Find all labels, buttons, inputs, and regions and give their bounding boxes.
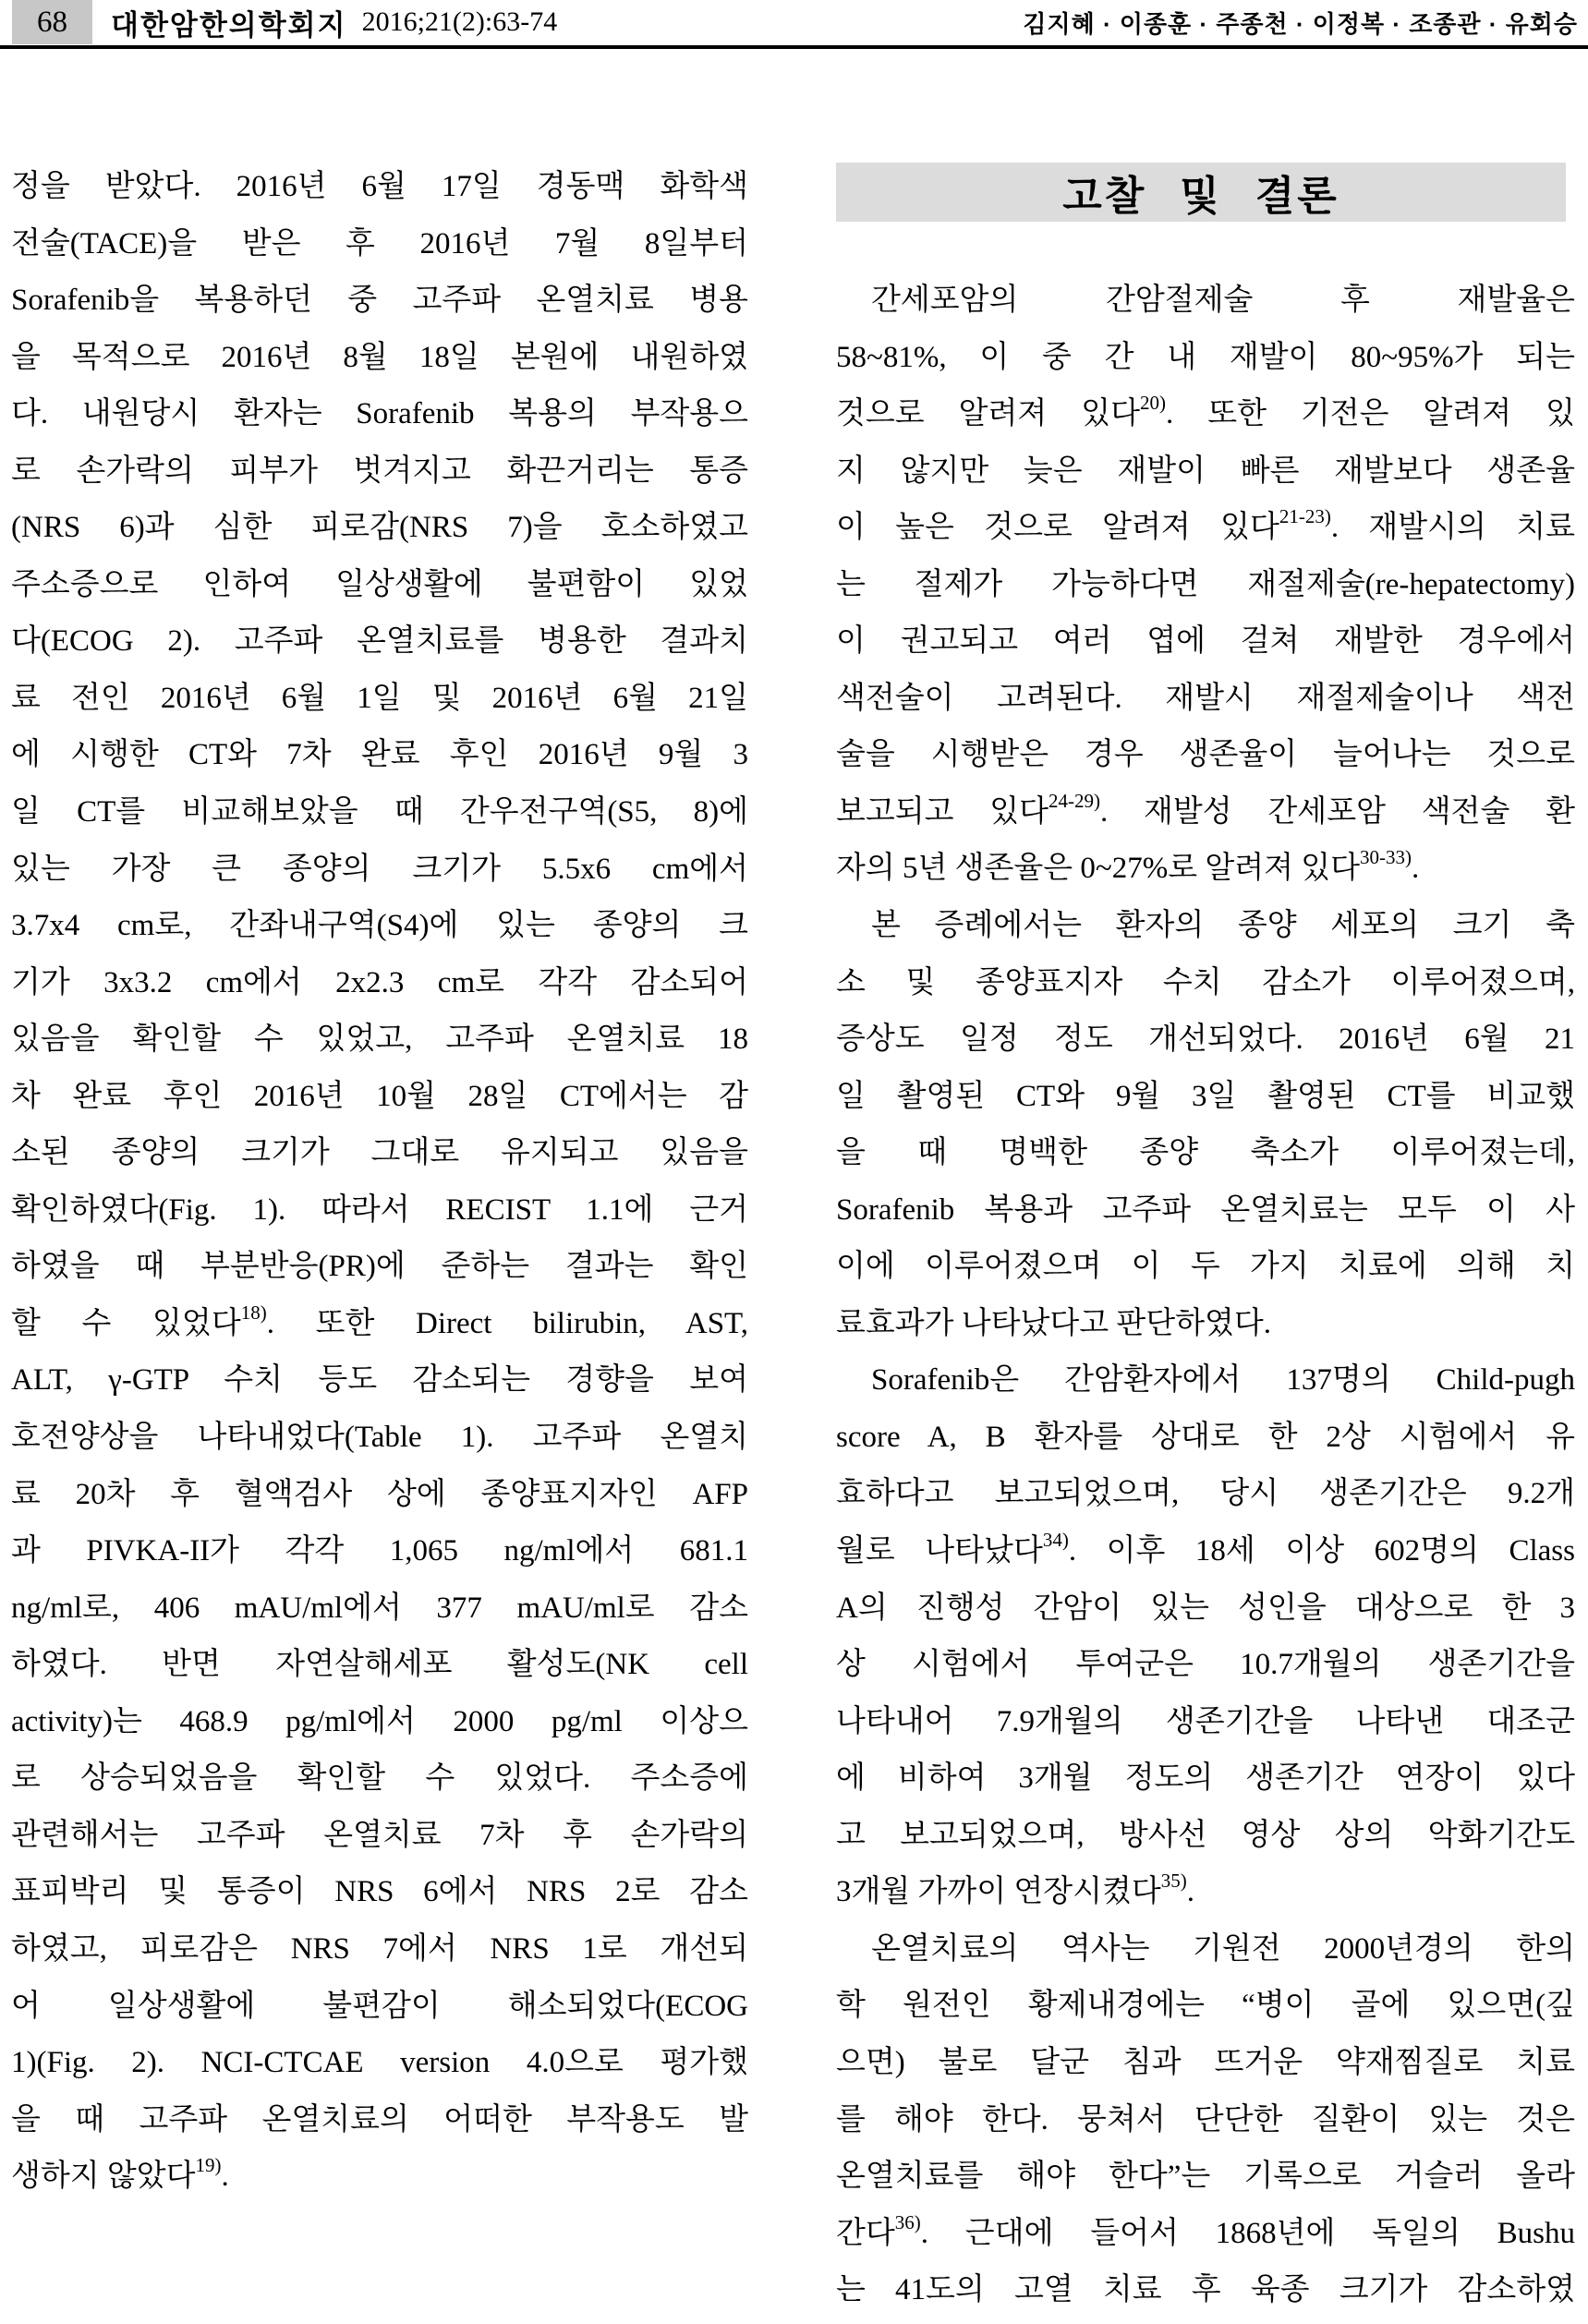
- text-line: 있는 가장 큰 종양의 크기가 5.5x6 cm에서: [11, 852, 748, 886]
- text-line: 효하다고 보고되었으며, 당시 생존기간은 9.2개: [836, 1477, 1575, 1511]
- text-line: 소된 종양의 크기가 그대로 유지되고 있음을: [11, 1136, 748, 1170]
- text-line: 생하지 않았다$^{19)}$.: [11, 2154, 229, 2194]
- text-line: 을 때 고주파 온열치료의 어떠한 부작용도 발: [11, 2102, 748, 2136]
- text-line: 관련해서는 고주파 온열치료 7차 후 손가락의: [11, 1818, 748, 1852]
- text-line: 일 CT를 비교해보았을 때 간우전구역(S5, 8)에: [11, 795, 748, 829]
- journal-name: 대한암한의학회지: [111, 8, 347, 42]
- journal-citation: 2016;21(2):63-74: [361, 6, 558, 37]
- reference-superscript: 36): [894, 2210, 921, 2233]
- text-line: 료효과가 나타났다고 판단하였다.: [836, 1306, 1272, 1340]
- reference-superscript: 19): [195, 2154, 222, 2177]
- text-line: 는 41도의 고열 치료 후 육종 크기가 감소하였: [836, 2273, 1575, 2307]
- journal-title: [111, 0, 557, 44]
- text-line: 를 해야 한다. 뭉쳐서 단단한 질환이 있는 것은: [836, 2102, 1575, 2136]
- text-line: 로 상승되었음을 확인할 수 있었다. 주소증에: [11, 1761, 748, 1796]
- text-line: A의 진행성 간암이 있는 성인을 대상으로 한 3: [836, 1591, 1575, 1625]
- text-line: 을 때 명백한 종양 축소가 이루어졌는데,: [836, 1136, 1575, 1170]
- reference-superscript: 35): [1160, 1870, 1187, 1893]
- text-line: 색전술이 고려된다. 재발시 재절제술이나 색전: [836, 681, 1575, 715]
- text-line: 이에 이루어졌으며 이 두 가지 치료에 의해 치: [836, 1250, 1575, 1284]
- text-line: 어 일상생활에 불편감이 해소되었다(ECOG: [11, 1989, 748, 2023]
- text-line: 것으로 알려져 있다$^{20)}$. 또한 기전은 알려져 있: [836, 392, 1575, 431]
- reference-superscript: 24-29): [1049, 789, 1101, 812]
- text-line: 호전양상을 나타내었다(Table 1). 고주파 온열치: [11, 1421, 748, 1455]
- text-line: 고 보고되었으며, 방사선 영상 상의 악화기간도: [836, 1818, 1575, 1852]
- text-line: activity)는 468.9 pg/ml에서 2000 pg/ml 이상으: [11, 1704, 748, 1738]
- reference-superscript: 30-33): [1360, 846, 1412, 869]
- text-line: ng/ml로, 406 mAU/ml에서 377 mAU/ml로 감소: [11, 1591, 748, 1625]
- text-line: 간다$^{36)}$. 근대에 들어서 1868년에 독일의 Bushu: [836, 2210, 1575, 2250]
- text-line: 술을 시행받은 경우 생존율이 늘어나는 것으로: [836, 738, 1575, 772]
- authors: 김지혜 · 이종훈 · 주종천 · 이정복 · 조종관 · 유회승: [1023, 9, 1578, 38]
- text-line: 할 수 있었다$^{18)}$. 또한 Direct bilirubin, AST,: [11, 1301, 749, 1340]
- section-title: 고찰 및 결론: [1062, 174, 1339, 219]
- text-line: 간세포암의 간암절제술 후 재발율은: [871, 284, 1575, 317]
- text-line: 소 및 종양표지자 수치 감소가 이루어졌으며,: [836, 965, 1575, 999]
- text-line: 하였다. 반면 자연살해세포 활성도(NK cell: [11, 1648, 748, 1682]
- text-line: 상 시험에서 투여군은 10.7개월의 생존기간을: [836, 1648, 1575, 1682]
- text-line: 이 권고되고 여러 엽에 걸쳐 재발한 경우에서: [836, 624, 1575, 659]
- text-line: 주소증으로 인하여 일상생활에 불편함이 있었: [11, 567, 748, 601]
- text-line: 확인하였다(Fig. 1). 따라서 RECIST 1.1에 근거: [11, 1192, 748, 1227]
- text-line: 본 증례에서는 환자의 종양 세포의 크기 축: [871, 909, 1575, 943]
- header-rule: [0, 45, 1588, 49]
- left-column: [11, 159, 748, 2206]
- text-line: 자의 5년 생존율은 0~27%로 알려져 있다$^{30-33)}$.: [836, 846, 1420, 886]
- text-line: 1)(Fig. 2). NCI-CTCAE version 4.0으로 평가했: [11, 2046, 748, 2080]
- text-line: 다(ECOG 2). 고주파 온열치료를 병용한 결과치: [11, 624, 748, 659]
- section-title-box: [836, 163, 1566, 222]
- text-line: Sorafenib 복용과 고주파 온열치료는 모두 이 사: [836, 1192, 1575, 1227]
- text-line: 온열치료의 역사는 기원전 2000년경의 한의: [871, 1931, 1575, 1966]
- text-line: 으면) 불로 달군 침과 뜨거운 약재찜질로 치료: [836, 2045, 1575, 2079]
- right-column-text: [836, 272, 1575, 2319]
- reference-superscript: 21-23): [1279, 505, 1331, 528]
- text-line: ALT, γ-GTP 수치 등도 감소되는 경향을 보여: [11, 1363, 748, 1398]
- text-line: Sorafenib을 복용하던 중 고주파 온열치료 병용: [11, 284, 748, 318]
- text-line: 기가 3x3.2 cm에서 2x2.3 cm로 각각 감소되어: [11, 965, 748, 999]
- text-line: 있음을 확인할 수 있었고, 고주파 온열치료 18: [11, 1023, 748, 1057]
- text-line: 는 절제가 가능하다면 재절제술(re-hepatectomy): [836, 567, 1575, 601]
- text-line: 지 않지만 늦은 재발이 빠른 재발보다 생존율: [836, 454, 1575, 488]
- text-line: 58~81%, 이 중 간 내 재발이 80~95%가 되는: [836, 340, 1575, 374]
- text-line: 일 촬영된 CT와 9월 3일 촬영된 CT를 비교했: [836, 1079, 1575, 1113]
- text-line: 에 비하여 3개월 정도의 생존기간 연장이 있다: [836, 1761, 1575, 1796]
- text-line: Sorafenib은 간암환자에서 137명의 Child-pugh: [871, 1363, 1575, 1398]
- text-line: 나타내어 7.9개월의 생존기간을 나타낸 대조군: [836, 1704, 1575, 1738]
- text-line: 에 시행한 CT와 7차 완료 후인 2016년 9월 3: [11, 738, 748, 772]
- text-line: 이 높은 것으로 알려져 있다$^{21-23)}$. 재발시의 치료: [836, 505, 1575, 545]
- page-number-box: [12, 0, 92, 44]
- text-line: 보고되고 있다$^{24-29)}$. 재발성 간세포암 색전술 환: [836, 789, 1575, 829]
- text-line: 과 PIVKA-II가 각각 1,065 ng/ml에서 681.1: [11, 1534, 748, 1568]
- text-line: score A, B 환자를 상대로 한 2상 시험에서 유: [836, 1420, 1575, 1454]
- reference-superscript: 20): [1139, 392, 1166, 415]
- text-line: 하였을 때 부분반응(PR)에 준하는 결과는 확인: [11, 1250, 748, 1284]
- text-line: 3.7x4 cm로, 간좌내구역(S4)에 있는 종양의 크: [11, 909, 748, 943]
- text-line: 을 목적으로 2016년 8월 18일 본원에 내원하였: [11, 340, 748, 374]
- text-line: (NRS 6)과 심한 피로감(NRS 7)을 호소하였고: [11, 511, 748, 545]
- text-line: 학 원전인 황제내경에는 “병이 골에 있으면(깊: [836, 1989, 1575, 2023]
- text-line: 온열치료를 해야 한다”는 기록으로 거슬러 올라: [836, 2160, 1575, 2194]
- text-line: 증상도 일정 정도 개선되었다. 2016년 6월 21: [836, 1023, 1575, 1057]
- text-line: 다. 내원당시 환자는 Sorafenib 복용의 부작용으: [11, 397, 748, 431]
- text-line: 정을 받았다. 2016년 6월 17일 경동맥 화학색: [11, 170, 748, 203]
- text-line: 차 완료 후인 2016년 10월 28일 CT에서는 감: [11, 1079, 748, 1113]
- text-line: 3개월 가까이 연장시켰다$^{35)}$.: [836, 1870, 1195, 1909]
- text-line: 표피박리 및 통증이 NRS 6에서 NRS 2로 감소: [11, 1875, 748, 1909]
- reference-superscript: 18): [240, 1301, 267, 1324]
- page-number: 68: [37, 5, 67, 39]
- text-line: 하였고, 피로감은 NRS 7에서 NRS 1로 개선되: [11, 1931, 748, 1966]
- text-line: 료 전인 2016년 6월 1일 및 2016년 6월 21일: [11, 681, 748, 715]
- reference-superscript: 34): [1042, 1529, 1069, 1552]
- text-line: 로 손가락의 피부가 벗겨지고 화끈거리는 통증: [11, 454, 748, 488]
- text-line: 전술(TACE)을 받은 후 2016년 7월 8일부터: [11, 226, 748, 260]
- text-line: 월로 나타났다$^{34)}$. 이후 18세 이상 602명의 Class: [836, 1529, 1575, 1568]
- page-header: [0, 0, 1588, 44]
- text-line: 료 20차 후 혈액검사 상에 종양표지자인 AFP: [11, 1477, 748, 1511]
